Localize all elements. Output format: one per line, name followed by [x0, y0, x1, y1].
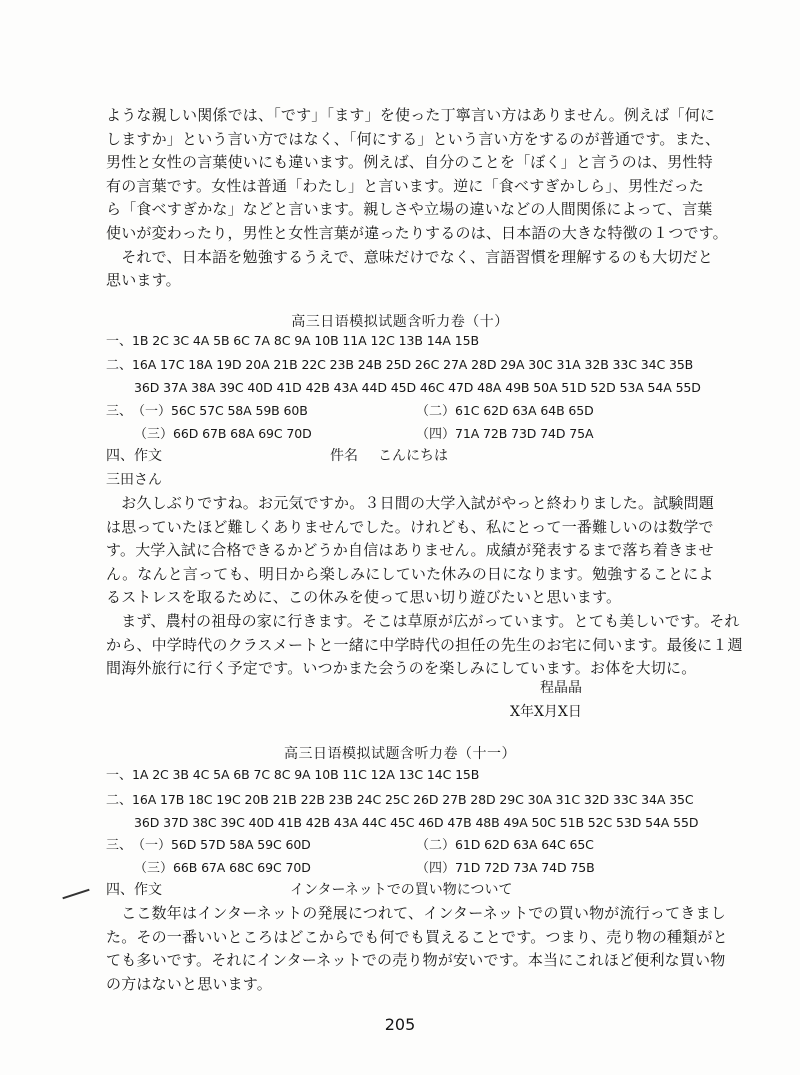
answer-row-2-cont [134, 378, 701, 399]
answer-list: 71A 72B 73D 74D 75A [455, 426, 594, 441]
part-label: （二） [416, 838, 456, 853]
text-line: 間海外旅行に行く予定です。いつかまた会うのを楽しみにしています。お体を大切に。 [106, 659, 697, 678]
answer-list: 56C 57C 58A 59B 60B [171, 403, 308, 418]
answer-row-2 [106, 790, 694, 811]
intro-paragraph [106, 104, 728, 293]
answer-row-3-part3 [134, 424, 312, 445]
text-line: ら「食べすぎかな」などと言います。親しさや立場の違いなどの人間関係によって、言葉 [106, 200, 713, 219]
answer-row-3-part4 [416, 424, 593, 445]
letter-date: X年X月X日 [510, 704, 582, 720]
page-number: 205 [384, 1015, 416, 1034]
text-line: す。大学入試に合格できるかどうか自信はありません。成績が発表するまで落ち着きませ [106, 541, 714, 560]
text-line: の方はないと思います。 [106, 974, 273, 993]
answer-list: 56D 57D 58A 59C 60D [171, 837, 311, 852]
text-line: ここ数年はインターネットの発展につれて、インターネットでの買い物が流行ってきまし [106, 904, 726, 922]
answer-list: 61C 62D 63A 64B 65D [455, 403, 594, 418]
answer-list: 66B 67A 68C 69C 70D [173, 860, 311, 875]
part-label: （三） [134, 861, 174, 876]
answer-row-3 [106, 835, 311, 856]
answer-row-3-part2 [416, 401, 594, 422]
section-title: 高三日语模拟试题含听力卷（十） [291, 314, 509, 330]
text-line: た。その一番いいところはどこからでも何でも買えることです。つまり、売り物の種類がと [106, 927, 728, 946]
part-label: （四） [416, 427, 456, 442]
row-label: 三、 [106, 404, 133, 419]
text-line: は思っていたほど難しくありませんでした。けれども、私にとって一番難しいのは数学で [106, 517, 714, 536]
row-label: 二、 [106, 358, 133, 373]
answer-row-1 [106, 331, 479, 352]
text-line: 思います。 [106, 271, 181, 290]
text-line: しますか」という言い方ではなく、「何にする」という言い方をするのが普通です。また、 [106, 129, 721, 148]
subject-label: 件名 [330, 448, 358, 464]
answer-list: 71D 72D 73A 74D 75B [455, 860, 595, 875]
answer-list: 1A 2C 3B 4C 5A 6B 7C 8C 9A 10B 11C 12A 13C 14C 15B [132, 767, 480, 782]
answer-list: 36D 37D 38C 39C 40D 41B 42B 43A 44C 45C 46D 47B 48B 49A 50C 51B 52C 53D 54A 55D [134, 815, 699, 830]
text-line: るストレスを取るために、この休みを使って思い切り遊びたいと思います。 [106, 588, 622, 607]
essay-body [106, 902, 728, 996]
part-label: （四） [416, 861, 456, 876]
text-line: から、中学時代のクラスメートと一緒に中学時代の担任の先生のお宅に伺います。最後に１週 [106, 635, 743, 654]
answer-row-3-part3 [134, 858, 311, 879]
text-line: 使いが変わったり，男性と女性言葉が違ったりするのは、日本語の大きな特徴の１つです。 [106, 223, 728, 242]
part-label: （一） [132, 404, 172, 419]
answer-row-3-part4 [416, 858, 595, 879]
row-label: 一、 [106, 768, 133, 783]
answer-list: 61D 62D 63A 64C 65C [455, 837, 594, 852]
row-label: 三、 [106, 838, 133, 853]
part-label: （二） [416, 404, 456, 419]
answer-list: 66D 67B 68A 69C 70D [173, 426, 312, 441]
part-label: （三） [134, 427, 174, 442]
subject-text: こんにちは [378, 448, 448, 464]
letter-body [106, 492, 743, 681]
answer-row-2 [106, 355, 693, 376]
letter-greeting: 三田さん [106, 472, 162, 488]
essay-title: インターネットでの買い物について [290, 882, 513, 898]
pen-mark [62, 889, 89, 900]
section-title: 高三日语模拟试题含听力卷（十一） [284, 746, 516, 762]
row-label: 二、 [106, 793, 133, 808]
text-line: ような親しい関係では、「です」「ます」を使った丁寧言い方はありません。例えば「何に [106, 106, 716, 124]
answer-list: 16A 17C 18A 19D 20A 21B 22C 23B 24B 25D 26C 27A 28D 29A 30C 31A 32B 33C 34C 35B [132, 357, 694, 372]
text-line: まず、農村の祖母の家に行きます。そこは草原が広がっています。とても美しいです。それ [106, 611, 740, 630]
row-label: 一、 [106, 334, 133, 349]
answer-row-3 [106, 401, 308, 422]
answer-row-2-cont [134, 813, 698, 834]
part-label: （一） [132, 838, 172, 853]
text-line: お久しぶりですね。お元気ですか。３日間の大学入試がやっと終わりました。試験問題 [106, 494, 715, 512]
answer-list: 36D 37A 38A 39C 40D 41D 42B 43A 44D 45D 46C 47D 48A 49B 50A 51D 52D 53A 54A 55D [134, 380, 701, 395]
text-line: 有の言葉です。女性は普通「わたし」と言います。逆に「食べすぎかしら」、男性だった [106, 176, 705, 195]
answer-list: 16A 17B 18C 19C 20B 21B 22B 23B 24C 25C 26D 27B 28D 29C 30A 31C 32D 33C 34A 35C [132, 792, 694, 807]
composition-label: 四、作文 [106, 448, 162, 464]
answer-list: 1B 2C 3C 4A 5B 6C 7A 8C 9A 10B 11A 12C 13B 14A 15B [132, 333, 479, 348]
answer-row-3-part2 [416, 835, 594, 856]
text-line: 男性と女性の言葉使いにも違います。例えば、自分のことを「ぼく」と言うのは、男性特 [106, 153, 713, 172]
text-line: ても多いです。それにインターネットでの売り物が安いです。本当にこれほど便利な買い物 [106, 951, 726, 970]
text-line: それで、日本語を勉強するうえで、意味だけでなく、言語習慣を理解するのも大切だと [106, 247, 714, 266]
text-line: ん。なんと言っても、明日から楽しみにしていた休みの日になります。勉強することによ [106, 564, 714, 583]
composition-label: 四、作文 [106, 882, 162, 898]
letter-signature: 程晶晶 [540, 680, 582, 696]
answer-row-1 [106, 765, 479, 786]
